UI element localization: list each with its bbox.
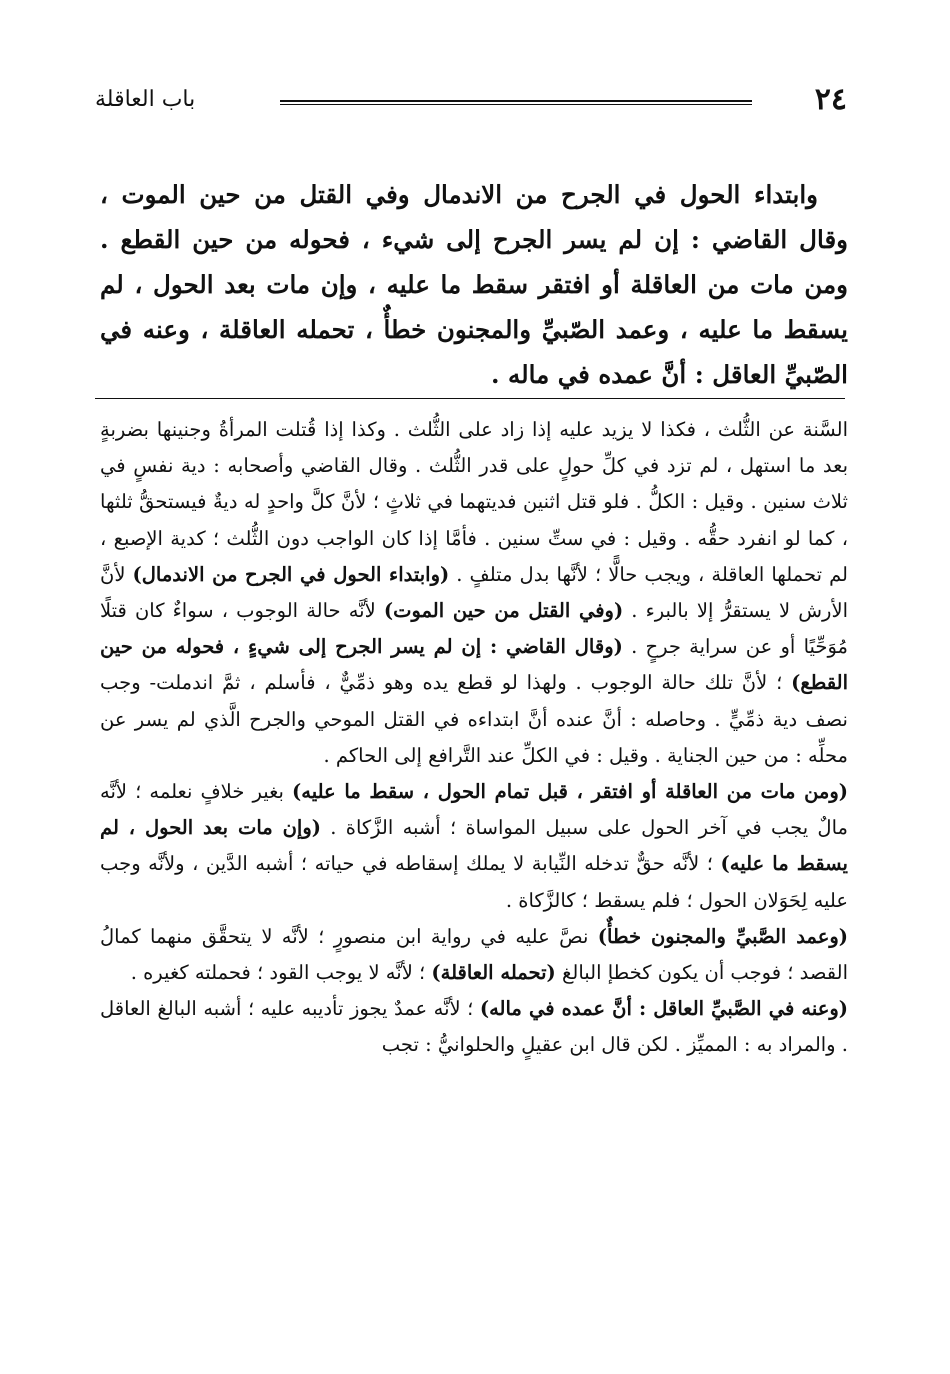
commentary-paragraph-4 xyxy=(100,991,848,1063)
quoted-matn: (ومن مات من العاقلة أو افتقر ، قبل تمام الحول ، سقط ما عليه) xyxy=(292,780,849,804)
commentary-paragraph-1 xyxy=(100,412,848,774)
chapter-title: باب العاقلة xyxy=(95,87,196,112)
page-number: ٢٤ xyxy=(814,82,847,117)
commentary xyxy=(100,412,848,1064)
quoted-matn: (وإن مات بعد الحول ، لم يسقط ما عليه) xyxy=(100,816,848,876)
quoted-matn: (تحمله العاقلة) xyxy=(431,961,556,985)
commentary-span: لأنَّه حالة الوجوب ، سواءٌ كان قتلًا مُوَحِّيًا أو عن سراية جرحٍ . xyxy=(100,599,848,659)
quoted-matn: (وقال القاضي : إن لم يسر الجرح إلى شيءٍ ، فحوله من حين القطع) xyxy=(100,635,848,695)
commentary-span: السَّنة عن الثُّلث ، فكذا لا يزيد عليه إذا زاد على الثُّلث . وكذا إذا قُتلت المرأةُ وجنينها بضربةٍ بعد ما استهل ، لم تزد في كلِّ حولٍ على قدر الثُّلث . وقال القاضي وأصحابه : دية نفسٍ في ثلاث سنين . وقيل : الكلُّ . فلو قتل اثنين فديتهما في ثلاثٍ ؛ لأنَّ كلَّ واحدٍ له ديةٌ فيستحقُّ ثلثها ، كما لو انفرد حقُّه . وقيل : في ستِّ سنين . فأمَّا إذا كان الواجب دون الثُّلث ؛ كدية الإصبع ، لم تحملها العاقلة ، ويجب حالًّا ؛ لأنَّها بدل متلفٍ . xyxy=(100,418,848,586)
quoted-matn: (وفي القتل من حين الموت) xyxy=(383,599,624,623)
quoted-matn: (وعمد الصَّبيِّ والمجنون خطأٌ) xyxy=(597,924,848,948)
main-text-paragraph: وابتداء الحول في الجرح من الاندمال وفي القتل من حين الموت ، وقال القاضي : إن لم يسر الجرح إلى شيء ، فحوله من حين القطع . ومن مات من العاقلة أو افتقر سقط ما عليه ، وإن مات بعد الحول ، لم يسقط ما عليه ، وعمد الصّبيِّ والمجنون خطأٌ ، تحمله العاقلة ، وعنه في الصّبيِّ العاقل : أنَّ عمده في ماله . xyxy=(100,180,848,389)
quoted-matn: (وعنه في الصَّبيِّ العاقل : أنَّ عمده في ماله) xyxy=(479,997,848,1021)
quoted-matn: (وابتداء الحول في الجرح من الاندمال) xyxy=(132,562,450,586)
commentary-span: ؛ لأنَّه حقٌّ تدخله النِّيابة لا يملك إسقاطه في حياته ؛ أشبه الدَّين ، ولأنَّه وجب عليه لِحَوَلان الحول ؛ فلم يسقط ؛ كالزَّكاة . xyxy=(100,852,848,912)
main-text xyxy=(100,172,848,397)
commentary-paragraph-3 xyxy=(100,919,848,991)
commentary-paragraph-2 xyxy=(100,774,848,919)
commentary-span: لأنَّ الأرش لا يستقرُّ إلا بالبرء . xyxy=(100,562,848,623)
commentary-span: ؛ لأنَّه عمدٌ يجوز تأديبه عليه ؛ أشبه البالغ العاقل . والمراد به : المميِّز . لكن قال ابن عقيلٍ والحلوانيُّ : تجب xyxy=(100,997,848,1057)
footnote-divider xyxy=(95,398,845,399)
page-header xyxy=(95,82,847,118)
commentary-span: بغير خلافٍ نعلمه ؛ لأنَّه مالٌ يجب في آخر الحول على سبيل المواساة ؛ أشبه الزَّكاة . xyxy=(100,780,848,840)
commentary-span: ؛ لأنَّ تلك حالة الوجوب . ولهذا لو قطع يده وهو ذمِّيٌّ ، فأسلم ، ثمَّ اندملت- وجب نصف دية ذمِّيٍّ . وحاصله : أنَّ عنده أنَّ ابتداءه في القتل الموحي والجرح الَّذي لم يسر عن محلِّه : من حين الجناية . وقيل : في الكلِّ عند التَّرافع إلى الحاكم . xyxy=(100,671,848,767)
header-rule xyxy=(280,100,752,105)
commentary-span: نصَّ عليه في رواية ابن منصورٍ ؛ لأنَّه لا يتحقَّق منهما كمالُ القصد ؛ فوجب أن يكون كخطإ البالغ xyxy=(100,924,848,985)
commentary-span: ؛ لأنَّه لا يوجب القود ؛ فحملته كغيره . xyxy=(130,961,432,985)
